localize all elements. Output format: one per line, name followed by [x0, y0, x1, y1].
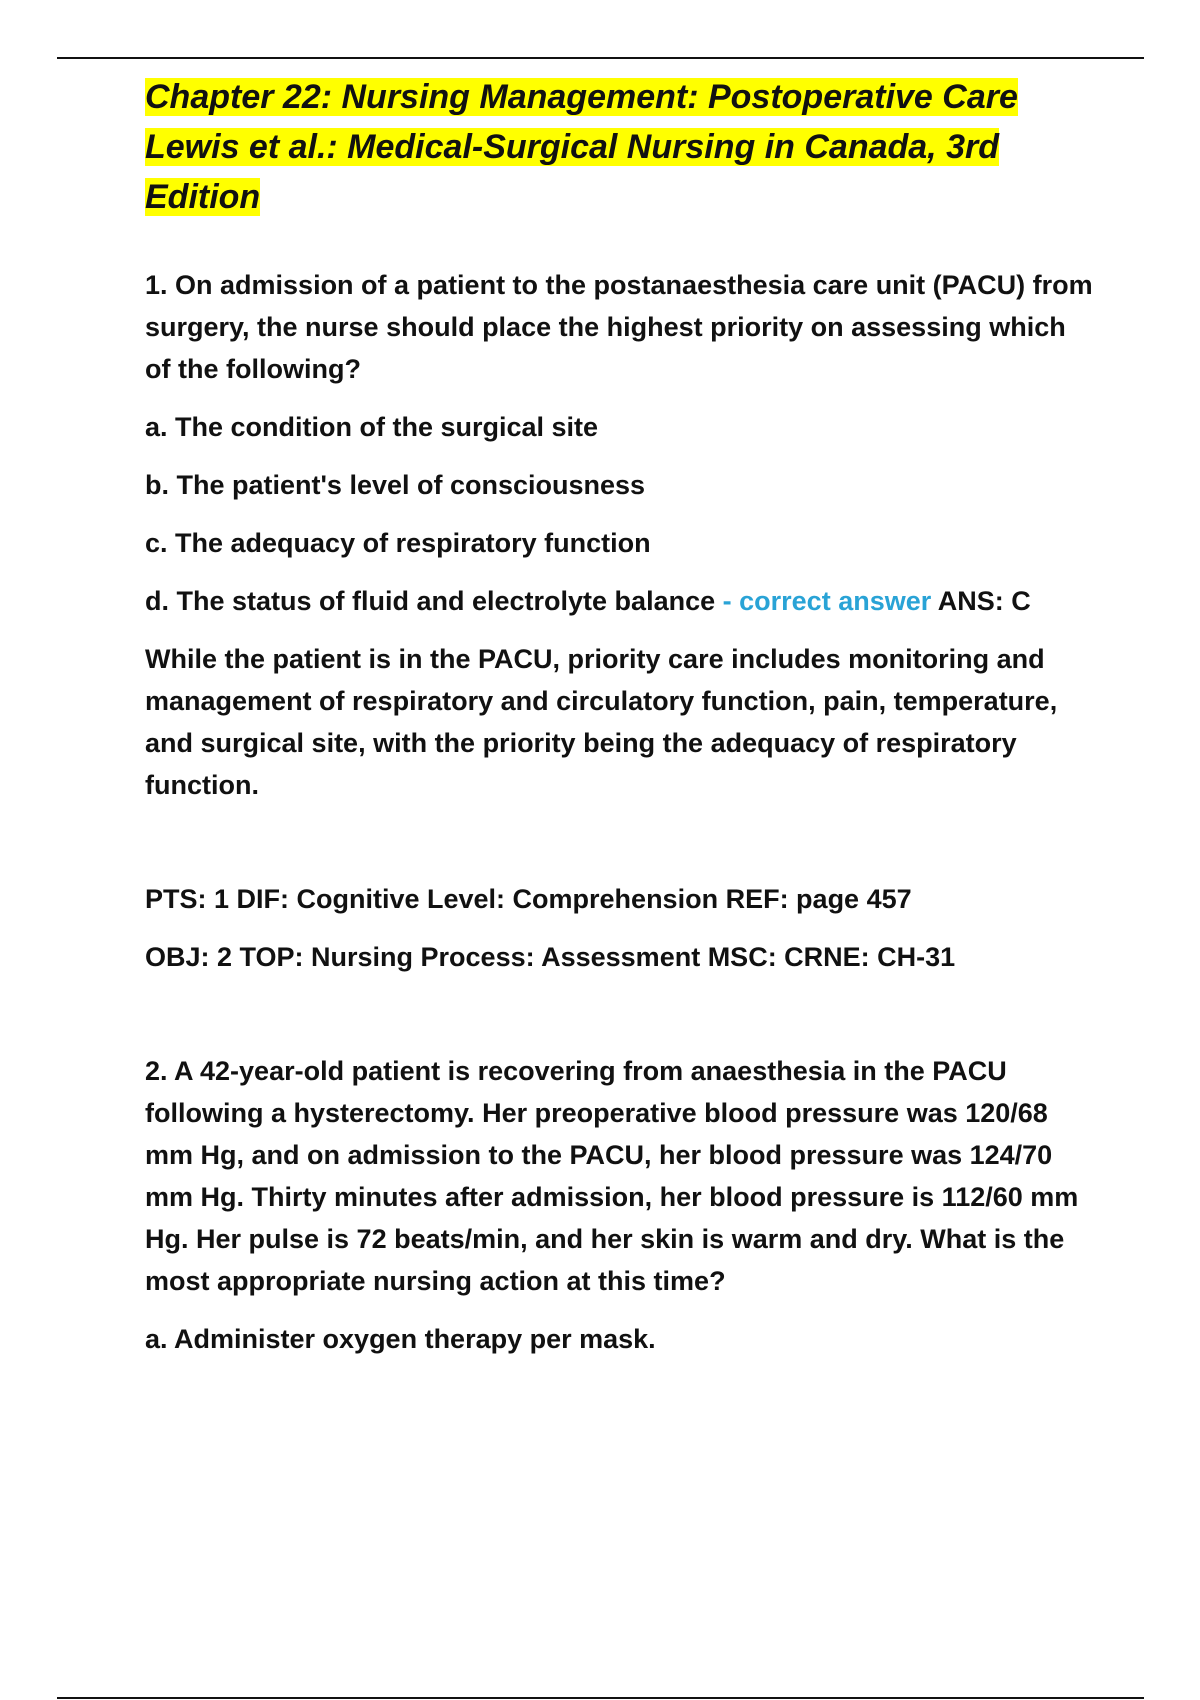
question-1-meta-pts: PTS: 1 DIF: Cognitive Level: Comprehension REF: page 457 [145, 884, 912, 914]
document-body [145, 72, 1095, 1376]
answer-separator: - [722, 586, 740, 616]
question-1-stem: 1. On admission of a patient to the postanaesthesia care unit (PACU) from surgery, the nurse should place the highest priority on assessing which of the following? [145, 270, 1093, 384]
question-2-stem: 2. A 42-year-old patient is recovering from anaesthesia in the PACU following a hysterectomy. Her preoperative blood pressure was 120/68 mm Hg, and on admission to the PACU, her blood pressure was 124/70 mm Hg. Thirty minutes after admission, her blood pressure is 112/60 mm Hg. Her pulse is 72 beats/min, and her skin is warm and dry. What is the most appropriate nursing action at this time? [145, 1056, 1079, 1296]
title-line-2: Lewis et al.: Medical-Surgical Nursing in Canada, 3rd [145, 128, 999, 166]
question-1-option-b: b. The patient's level of consciousness [145, 470, 646, 500]
title-line-1: Chapter 22: Nursing Management: Postoperative Care [145, 78, 1018, 116]
question-1-option-c: c. The adequacy of respiratory function [145, 528, 651, 558]
question-1-rationale: While the patient is in the PACU, priority care includes monitoring and management of respiratory and circulatory function, pain, temperature, and surgical site, with the priority being the adequacy of respiratory function. [145, 644, 1058, 800]
answer-key: ANS: C [937, 586, 1031, 616]
question-1-option-d [145, 580, 1095, 622]
question-2 [145, 1050, 1095, 1360]
chapter-title [145, 72, 1095, 222]
question-1-meta-obj: OBJ: 2 TOP: Nursing Process: Assessment MSC: CRNE: CH-31 [145, 942, 956, 972]
question-1-option-a: a. The condition of the surgical site [145, 412, 599, 442]
top-rule [57, 57, 1144, 59]
question-2-option-a: a. Administer oxygen therapy per mask. [145, 1324, 656, 1354]
question-1-option-d-text: d. The status of fluid and electrolyte balance [145, 586, 716, 616]
question-1 [145, 264, 1095, 978]
title-line-3: Edition [145, 178, 261, 216]
bottom-rule [57, 1697, 1144, 1699]
correct-answer-marker: correct answer [739, 586, 932, 616]
